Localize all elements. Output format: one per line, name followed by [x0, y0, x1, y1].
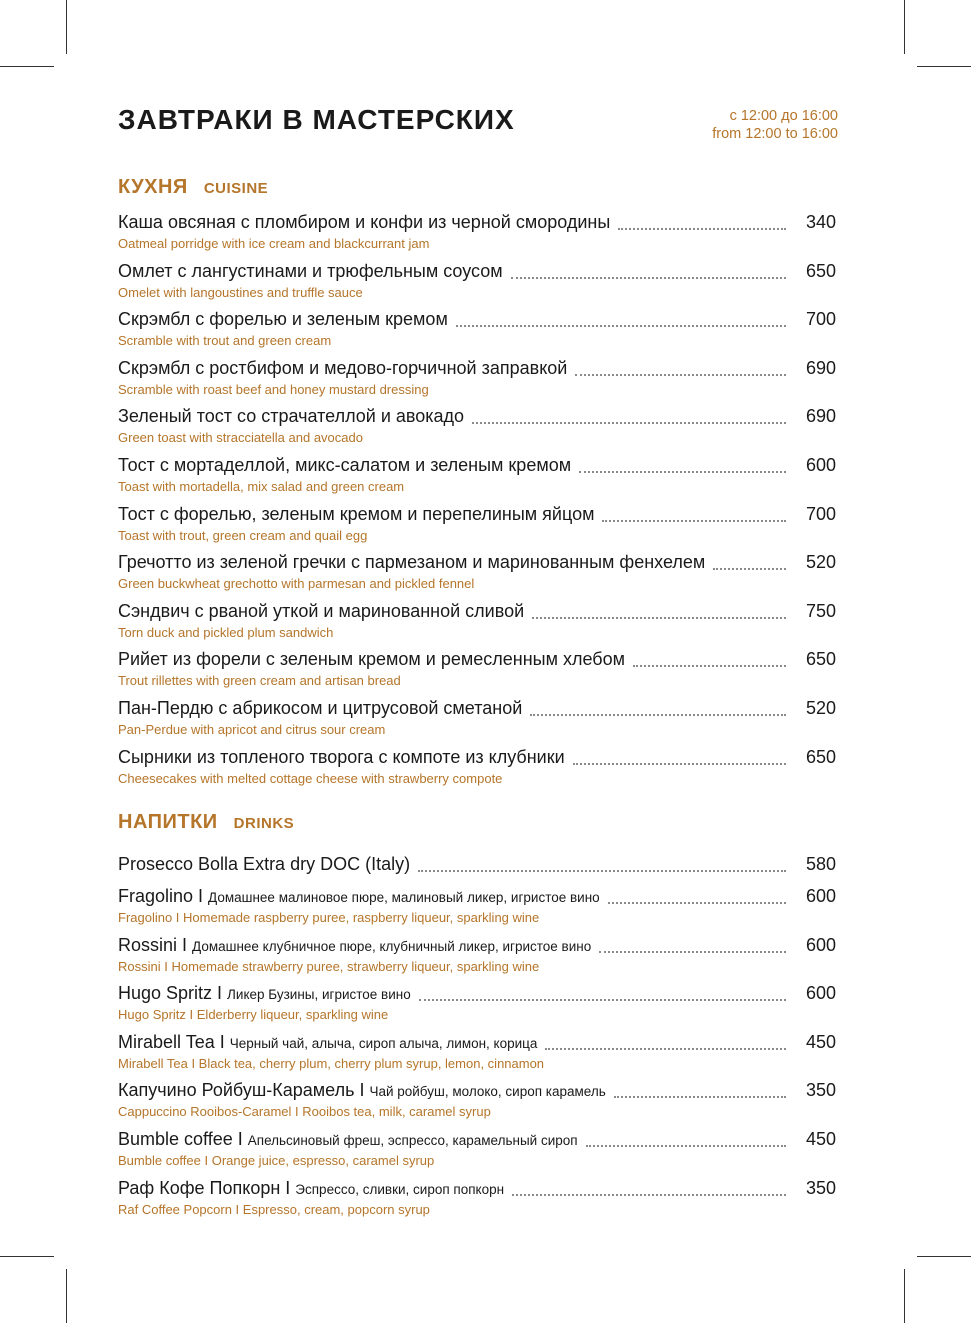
- dot-leader: [713, 568, 786, 570]
- crop-mark: [0, 1256, 54, 1257]
- dot-leader: [633, 665, 786, 667]
- menu-item-name: Mirabell Tea I: [118, 1031, 225, 1052]
- menu-item: [118, 1129, 836, 1173]
- menu-item-name: Рийет из форели с зеленым кремом и ремесленным хлебом: [118, 649, 625, 670]
- menu-item-row: [118, 406, 836, 430]
- dot-leader: [418, 870, 786, 872]
- menu-item-english: Mirabell Tea I Black tea, cherry plum, cherry plum syrup, lemon, cinnamon: [118, 1055, 545, 1071]
- menu-item-row: [118, 649, 836, 673]
- menu-item-name: Rossini I: [118, 934, 188, 955]
- menu-item-english: Fragolino I Homemade raspberry puree, raspberry liqueur, sparkling wine: [118, 910, 540, 925]
- menu-item-row: [118, 504, 836, 528]
- crop-mark: [917, 1256, 971, 1257]
- dot-leader: [419, 999, 786, 1001]
- menu-item-name: Prosecco Bolla Extra dry DOC (Italy): [118, 854, 411, 874]
- menu-item-english: Scramble with trout and green cream: [118, 333, 332, 349]
- menu-item: [118, 212, 836, 256]
- menu-item: [118, 1178, 836, 1222]
- menu-item: [118, 358, 836, 402]
- menu-item-price: 690: [805, 406, 836, 427]
- menu-item-name: Скрэмбл с ростбифом и медово-горчичной заправкой: [118, 357, 568, 378]
- menu-item-row: [118, 698, 836, 722]
- menu-item-english: Omelet with langoustines and truffle sauce: [118, 284, 363, 300]
- menu-item-description: Ликер Бузины, игристое вино: [227, 987, 411, 1003]
- menu-item-english: Scramble with roast beef and honey mustard dressing: [118, 381, 429, 397]
- menu-item-english: Oatmeal porridge with ice cream and blackcurrant jam: [118, 236, 430, 251]
- menu-item: [118, 601, 836, 645]
- menu-item: [118, 1080, 836, 1124]
- dot-leader: [472, 422, 786, 424]
- section-cuisine-heading: [118, 176, 268, 199]
- menu-item-price: 750: [805, 600, 836, 621]
- menu-item-english: Toast with mortadella, mix salad and green cream: [118, 479, 405, 494]
- section-heading-ru: НАПИТКИ: [118, 811, 218, 833]
- menu-item-name: Раф Кофе Попкорн I: [118, 1177, 291, 1198]
- menu-item: [118, 455, 836, 499]
- menu-item: [118, 886, 836, 930]
- dot-leader: [579, 471, 786, 473]
- menu-item-name: Зеленый тост со страчателлой и авокадо: [118, 406, 465, 427]
- menu-item-row: [118, 1178, 836, 1202]
- menu-item-name: Гречотто из зеленой гречки с пармезаном и маринованным фенхелем: [118, 552, 706, 573]
- menu-item-price: 600: [805, 934, 836, 955]
- menu-item-price: 450: [805, 1031, 836, 1052]
- menu-item-row: [118, 212, 836, 236]
- menu-item-row: [118, 854, 836, 878]
- menu-item-row: [118, 1080, 836, 1104]
- menu-item: [118, 1032, 836, 1076]
- menu-item-price: 700: [805, 503, 836, 524]
- dot-leader: [512, 1194, 786, 1196]
- menu-item: [118, 649, 836, 693]
- menu-item-name: Капучино Ройбуш-Карамель I: [118, 1080, 365, 1101]
- menu-item-row: [118, 935, 836, 959]
- menu-item-description: Эспрессо, сливки, сироп попкорн: [295, 1181, 505, 1197]
- menu-item-name: Fragolino I: [118, 886, 204, 906]
- menu-item-name: Hugo Spritz I: [118, 983, 223, 1004]
- menu-item-price: 350: [805, 1177, 836, 1198]
- menu-item-english: Rossini I Homemade strawberry puree, strawberry liqueur, sparkling wine: [118, 958, 540, 974]
- menu-item: [118, 309, 836, 353]
- menu-item-description: Домашнее клубничное пюре, клубничный ликер, игристое вино: [192, 938, 592, 954]
- dot-leader: [575, 374, 786, 376]
- crop-mark: [66, 1269, 67, 1323]
- dot-leader: [599, 951, 786, 953]
- menu-item-price: 690: [805, 357, 836, 378]
- menu-item-description: Черный чай, алыча, сироп алыча, лимон, корица: [229, 1035, 538, 1051]
- menu-item-price: 340: [805, 212, 836, 232]
- menu-item-price: 520: [805, 552, 836, 573]
- menu-item: [118, 504, 836, 548]
- menu-item-english: Bumble coffee I Orange juice, espresso, caramel syrup: [118, 1153, 435, 1168]
- crop-mark: [904, 1269, 905, 1323]
- menu-item-price: 600: [805, 886, 836, 906]
- section-heading-en: CUISINE: [203, 180, 269, 197]
- menu-item-row: [118, 983, 836, 1007]
- menu-item-name: Bumble coffee I: [118, 1129, 243, 1149]
- menu-item-price: 600: [805, 983, 836, 1004]
- menu-item-name: Омлет с лангустинами и трюфельным соусом: [118, 260, 503, 281]
- menu-item: [118, 552, 836, 596]
- hours-en: from 12:00 to 16:00: [712, 126, 838, 142]
- menu-item: [118, 747, 836, 791]
- menu-item-english: Trout rillettes with green cream and artisan bread: [118, 673, 401, 689]
- crop-mark: [66, 0, 67, 54]
- menu-item-price: 700: [805, 309, 836, 330]
- dot-leader: [608, 902, 786, 904]
- menu-item-name: Тост с форелью, зеленым кремом и перепелиным яйцом: [118, 503, 595, 524]
- menu-item-name: Сырники из топленого творога с компоте из клубники: [118, 746, 565, 767]
- menu-item-row: [118, 601, 836, 625]
- dot-leader: [614, 1096, 786, 1098]
- menu-item-english: Torn duck and pickled plum sandwich: [118, 624, 334, 640]
- menu-item-row: [118, 261, 836, 285]
- menu-item-english: Toast with trout, green cream and quail egg: [118, 527, 368, 543]
- menu-item: [118, 698, 836, 742]
- dot-leader: [545, 1048, 786, 1050]
- menu-item-english: Pan-Perdue with apricot and citrus sour cream: [118, 722, 386, 737]
- menu-item-price: 650: [805, 746, 836, 767]
- menu-item-english: Cheesecakes with melted cottage cheese with strawberry compote: [118, 770, 503, 786]
- menu-item-english: Green buckwheat grechotto with parmesan and pickled fennel: [118, 576, 475, 592]
- menu-item-price: 520: [805, 698, 836, 718]
- menu-item-name: Скрэмбл с форелью и зеленым кремом: [118, 309, 448, 330]
- section-drinks-heading: [118, 811, 294, 834]
- dot-leader: [532, 617, 786, 619]
- crop-mark: [0, 66, 54, 67]
- menu-item-name: Пан-Пердю с абрикосом и цитрусовой сметаной: [118, 698, 523, 718]
- menu-item-row: [118, 455, 836, 479]
- menu-item-name: Тост с мортаделлой, микс-салатом и зеленым кремом: [118, 455, 572, 475]
- menu-item: [118, 983, 836, 1027]
- menu-item-description: Апельсиновый фреш, эспрессо, карамельный сироп: [247, 1133, 578, 1148]
- dot-leader: [456, 325, 786, 327]
- menu-item-name: Сэндвич с рваной уткой и маринованной сливой: [118, 600, 525, 621]
- section-heading-ru: КУХНЯ: [118, 176, 188, 198]
- menu-item-row: [118, 886, 836, 910]
- menu-item-price: 350: [805, 1080, 836, 1101]
- dot-leader: [602, 520, 786, 522]
- menu-item-english: Cappuccino Rooibos-Caramel I Rooibos tea, milk, caramel syrup: [118, 1104, 491, 1120]
- menu-item: [118, 261, 836, 305]
- section-heading-en: DRINKS: [233, 815, 295, 832]
- hours-ru: с 12:00 до 16:00: [729, 108, 838, 124]
- menu-item: [118, 406, 836, 450]
- menu-item-row: [118, 1129, 836, 1153]
- menu-item-name: Каша овсяная с пломбиром и конфи из черной смородины: [118, 212, 611, 232]
- hours: [712, 107, 838, 143]
- menu-item-price: 600: [805, 455, 836, 475]
- dot-leader: [530, 714, 786, 716]
- menu-item: [118, 935, 836, 979]
- menu-item-row: [118, 358, 836, 382]
- dot-leader: [573, 763, 786, 765]
- page-title: ЗАВТРАКИ В МАСТЕРСКИХ: [118, 104, 515, 135]
- menu-item-english: Green toast with stracciatella and avocado: [118, 430, 363, 446]
- menu-item-price: 450: [805, 1129, 836, 1149]
- menu-item-description: Домашнее малиновое пюре, малиновый ликер, игристое вино: [208, 890, 600, 905]
- dot-leader: [511, 277, 786, 279]
- menu-item-description: Чай ройбуш, молоко, сироп карамель: [369, 1084, 606, 1100]
- menu-item-price: 580: [805, 854, 836, 874]
- dot-leader: [586, 1145, 786, 1147]
- menu-item-row: [118, 309, 836, 333]
- menu-item-row: [118, 747, 836, 771]
- menu-item-english: Hugo Spritz I Elderberry liqueur, sparkling wine: [118, 1007, 389, 1023]
- crop-mark: [904, 0, 905, 54]
- menu-item-price: 650: [805, 649, 836, 670]
- menu-item-row: [118, 552, 836, 576]
- menu-item-price: 650: [805, 260, 836, 281]
- crop-mark: [917, 66, 971, 67]
- menu-item-english: Raf Coffee Popcorn I Espresso, cream, popcorn syrup: [118, 1201, 430, 1217]
- dot-leader: [618, 228, 786, 230]
- menu-item-row: [118, 1032, 836, 1056]
